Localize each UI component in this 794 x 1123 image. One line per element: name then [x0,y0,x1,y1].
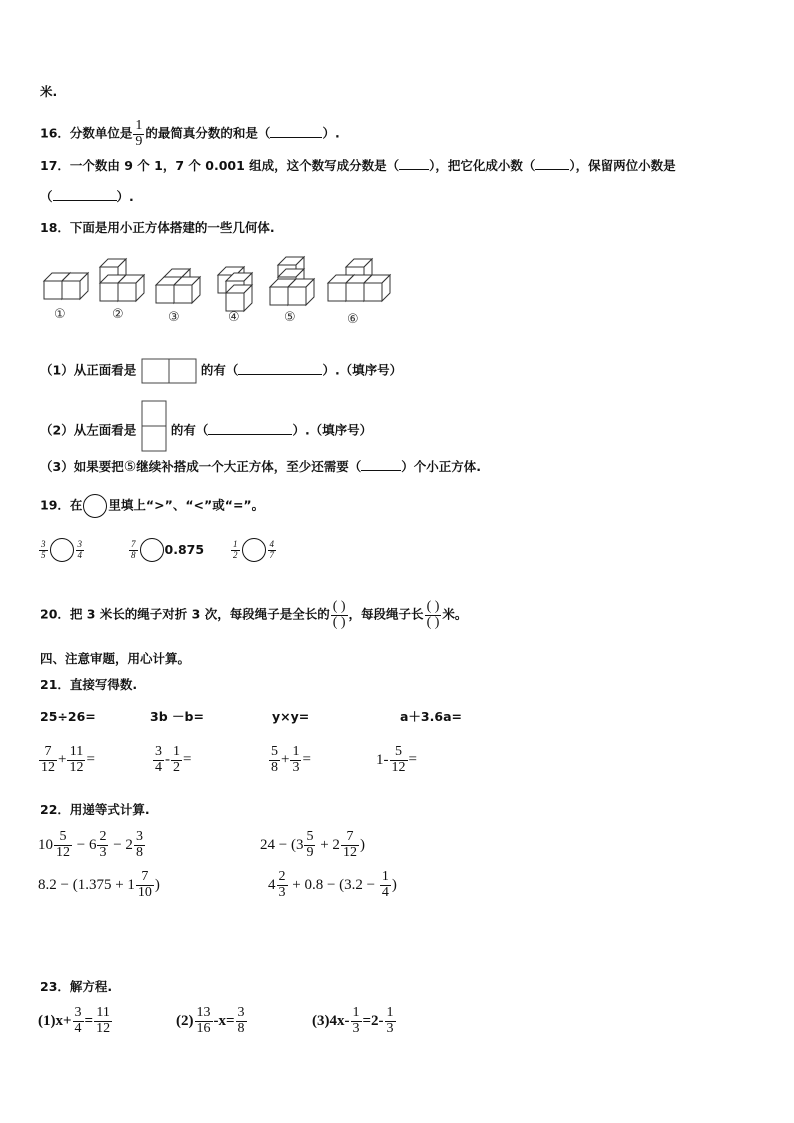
compare-circle[interactable] [50,538,74,562]
section-4-title: 四、注意审题，用心计算。 [40,651,191,666]
q21-row1-item4: a＋3.6a= [400,709,462,724]
q18-part-3: （3）如果要把⑤继续补搭成一个大正方体，至少还需要（ ）个小正方体. [40,459,482,475]
shape-6 [328,259,390,301]
q18-part-1: （1）从正面看是 的有（ ）.（填序号） [40,358,402,384]
compare-item-1: $\frac{3}{5}$ $\frac{3}{4}$ [38,538,85,562]
question-19: 19．在 里填上“>”、“<”或“=”。 [40,494,264,518]
answer-blank[interactable] [238,362,322,375]
fraction-blank[interactable]: $\frac{( )}{( )}$ [332,599,346,630]
q21-row2-item4: 1- $\frac{5}{12}$ = [376,744,417,775]
q16-number: 16． [40,125,70,141]
q23-equation-2: (2) $\frac{13}{16}$ -x= $\frac{3}{8}$ [176,1005,245,1036]
q23-equation-3: (3)4x- $\frac{1}{3}$ =2- $\frac{1}{3}$ [312,1005,394,1036]
question-17: 17．一个数由 9 个 1，7 个 0.001 组成，这个数写成分数是（ ），把它化成小数（ ），保留两位小数是 [40,158,676,173]
q22-expr-4: 4 $\frac{2}{3}$ + 0.8 − (3.2 − $\frac{1}{4}$ ) [268,869,397,900]
fraction-blank[interactable]: $\frac{( )}{( )}$ [426,599,440,630]
q21-row2-item2: $\frac{3}{4}$ - $\frac{1}{2}$ = [155,744,192,775]
shape-3 [156,269,200,303]
question-22: 22．用递等式计算. [40,802,150,817]
q22-expr-3: 8.2 − (1.375 + 1 $\frac{7}{10}$ ) [38,869,160,900]
question-20: 20．把 3 米长的绳子对折 3 次，每段绳子是全长的 $\frac{( )}{( )}$ ，每段绳子长 $\frac{( )}{( )}$ 米。 [40,599,468,630]
q21-row2-item3: $\frac{5}{8}$ + $\frac{1}{3}$ = [271,744,311,775]
question-21: 21．直接写得数. [40,677,138,692]
answer-blank[interactable] [361,458,401,471]
circle-icon [83,494,107,518]
q23-equation-1: (1)x+ $\frac{3}{4}$ = $\frac{11}{12}$ [38,1005,111,1036]
front-view-icon [141,358,197,384]
compare-item-3: $\frac{1}{2}$ $\frac{4}{7}$ [230,538,277,562]
shape-label-4: ④ [228,310,240,325]
shape-1 [44,273,88,299]
q21-row1-item1: 25÷26= [40,709,96,724]
shape-label-3: ③ [168,310,180,325]
question-16: 16．分数单位是 $\frac{1}{9}$ 的最简真分数的和是（ ）. [40,118,340,149]
shape-label-5: ⑤ [284,310,296,325]
q21-row2-item1: $\frac{7}{12}$ + $\frac{11}{12}$ = [41,744,95,775]
compare-circle[interactable] [242,538,266,562]
q21-row1-item2: 3b －b= [150,709,204,724]
shape-4 [218,267,252,311]
shape-label-2: ② [112,307,124,322]
answer-blank[interactable] [270,125,322,138]
shape-2 [100,259,144,301]
compare-item-2: $\frac{7}{8}$ 0.875 [128,538,204,562]
question-18: 18．下面是用小正方体搭建的一些几何体. [40,220,275,235]
q21-row1-item3: y×y= [272,709,310,724]
q15-tail: 米. [40,84,58,99]
answer-blank[interactable] [53,188,117,201]
q22-expr-2: 24 − (3 $\frac{5}{9}$ + 2 $\frac{7}{12}$ ) [260,829,365,860]
shape-label-1: ① [54,307,66,322]
question-23: 23．解方程. [40,979,113,994]
cube-shapes-figure [40,255,400,335]
shape-5 [270,257,314,305]
shape-label-6: ⑥ [347,312,359,327]
answer-blank[interactable] [535,157,569,170]
q18-part-2: （2）从左面看是 的有（ ）.（填序号） [40,410,372,452]
left-view-icon [141,400,167,452]
compare-circle[interactable] [140,538,164,562]
fraction: $\frac{1}{9}$ [135,118,143,149]
q22-expr-1: 10 $\frac{5}{12}$ − 6 $\frac{2}{3}$ − 2 $\frac{3}{8}$ [38,829,143,860]
answer-blank[interactable] [399,157,429,170]
answer-blank[interactable] [208,422,292,435]
question-17-cont: （ ）. [40,189,134,204]
